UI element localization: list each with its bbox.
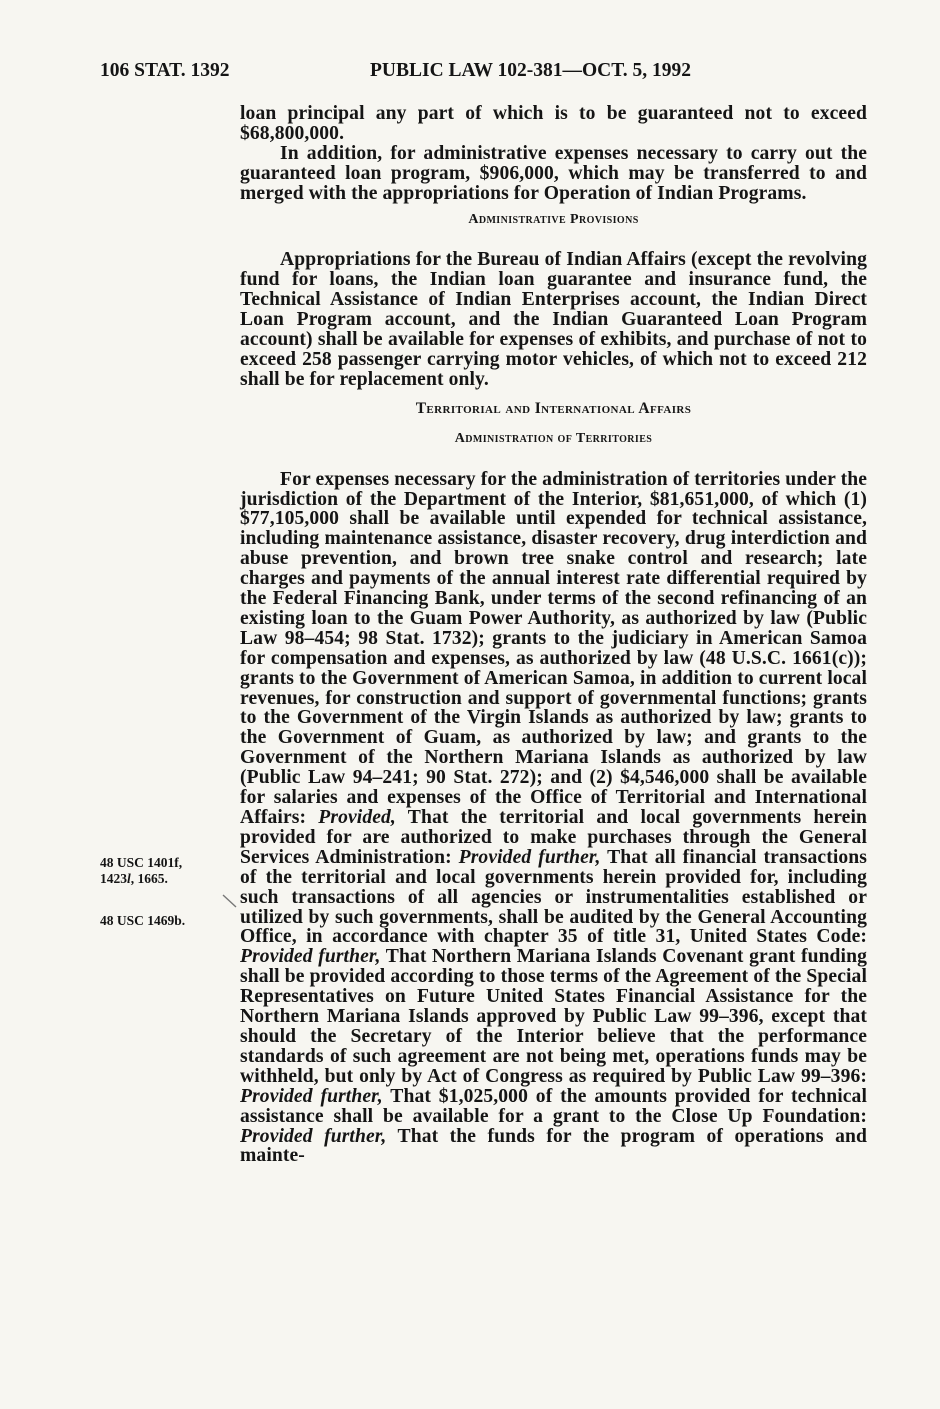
margin-pointer-mark-icon (221, 893, 239, 911)
heading-territorial-international-affairs: Territorial and International Affairs (415, 399, 692, 417)
paragraph-administrative-expenses: In addition, for administrative expenses necessary to carry out the guaranteed loan program, $906,000, which may be transferred to and merged with the appropriations for Operation of Indian Programs. (240, 142, 867, 204)
paragraph-territories-expenses: For expenses necessary for the administration of territories under the jurisdiction of the Department of the Interior, $81,651,000, of which (1) $77,105,000 shall be available until expended for technical assistance, including maintenance assistance, disaster recovery, drug interdiction and abuse prevention, and brown tree snake control and research; late charges and payments of the annual interest rate differential required by the Federal Financing Bank, under terms of the second refinancing of an existing loan to the Guam Power Authority, as authorized by law (Public Law 98–454; 98 Stat. 1732); grants to the judiciary in American Samoa for compensation and expenses, as authorized by law (48 U.S.C. 1661(c)); grants to the Government of American Samoa, in addition to current local revenues, for construction and support of governmental functions; grants to the Government of the Virgin Islands as authorized by law; grants to the Government of Guam, as authorized by law; and grants to the Government of the Northern Mariana Islands as authorized by law (Public Law 94–241; 90 Stat. 272); and (2) $4,546,000 shall be available for salaries and expenses of the Office of Territorial and International Affairs: Provided, That the territorial and local governments herein provided for are authorized to make purchases through the General Services Administration: Provided further, That all financial transactions of the territorial and local governments herein provided for, including such transactions of all agencies or instrumentalities established or utilized by such governments, shall be audited by the General Accounting Office, in accordance with chapter 35 of title 31, United States Code: Provided further, That Northern Mariana Islands Covenant grant funding shall be provided according to those terms of the Agreement of the Special Representatives on Future United States Financial Assistance for the Northern Mariana Islands approved by Public Law 99–396, except that should the Secretary of the Interior believe that the performance standards of such agreement are not being met, operations funds may be withheld, but only by Act of Congress as required by Public Law 99–396: Provided further, That $1,025,000 of the amounts provided for technical assistance shall be available for a grant to the Close Up Foundation: Provided further, That the funds for the program of operations and mainte- (240, 468, 867, 1167)
heading-administration-of-territories: Administration of Territories (454, 430, 653, 446)
margin-note-citation-1 (100, 855, 182, 887)
paragraph-appropriations-bia: Appropriations for the Bureau of Indian Affairs (except the revolving fund for loans, the Indian loan guarantee and insurance fund, the Technical Assistance of Indian Enterprises account, the Indian Direct Loan Program account, and the Indian Guaranteed Loan Program account) shall be available for expenses of exhibits, and purchase of not to exceed 258 passenger carrying motor vehicles, of which not to exceed 212 shall be for replacement only. (240, 249, 867, 390)
heading-administrative-provisions: Administrative Provisions (468, 211, 639, 227)
main-text-column (240, 104, 867, 1166)
margin-note-line: 48 USC 1401f, (100, 855, 183, 870)
paragraph-loan-principal: loan principal any part of which is to be guaranteed not to exceed $68,800,000. (240, 103, 867, 144)
page-header (100, 60, 870, 90)
margin-note-citation-2: 48 USC 1469b. (100, 913, 186, 928)
margin-note-line: 1423l, 1665. (100, 871, 168, 886)
stat-page-number: 106 STAT. 1392 (100, 60, 230, 81)
public-law-title: PUBLIC LAW 102-381—OCT. 5, 1992 (370, 60, 692, 81)
